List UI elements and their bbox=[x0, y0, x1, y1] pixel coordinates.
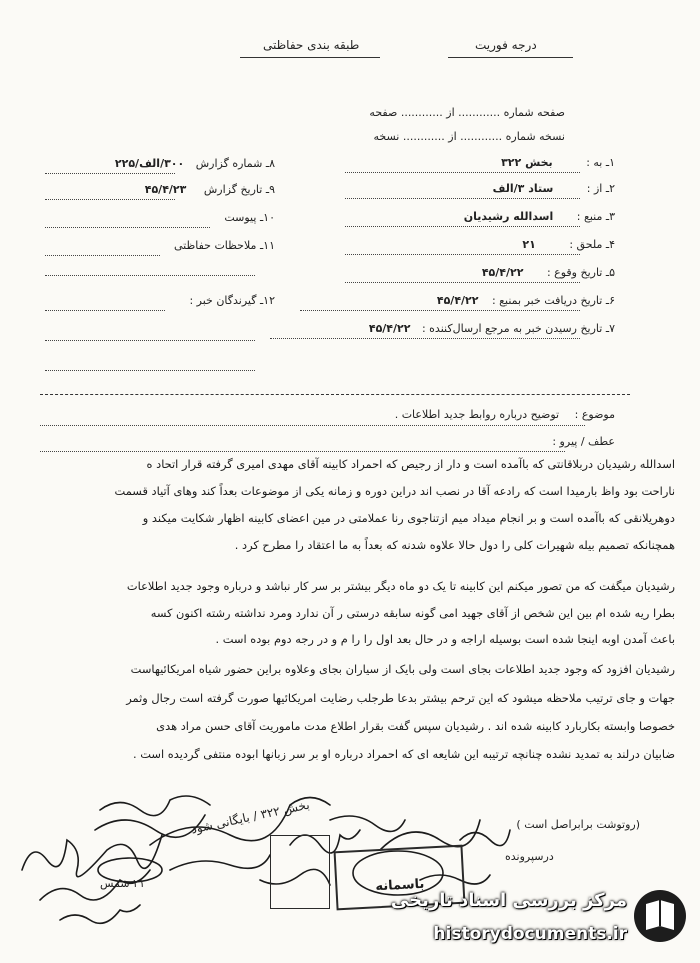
field-from-value: ستاد ۳/الف bbox=[492, 182, 554, 195]
body-line: دوهریلانقی که باآمده است و بر انجام میداد میم ازتناجوی رنا عملامتی در مین اعضای کابینه اظهار شکایت میکند و bbox=[142, 511, 675, 525]
watermark-title: مرکز بررسی اسناد تاریخی bbox=[390, 890, 627, 911]
field-source-value: اسدالله رشیدیان bbox=[463, 210, 554, 223]
field-source-label: ۳ـ منبع : bbox=[576, 210, 615, 223]
field-attachment-label: ۴ـ ملحق : bbox=[569, 238, 615, 251]
body-line: خصوصا وابسته بکاربارد کابینه شده اند . رشیدیان سپس گفت بقرار اطلاع مدت ماموریت آقای حسن مراد هدی bbox=[156, 719, 675, 733]
copy-counter: نسخه شماره ............ از ............ نسخه bbox=[373, 130, 565, 143]
field-security-notes-label: ۱۱ـ ملاحظات حفاظتی bbox=[174, 239, 275, 252]
signature-note-1: بخش ۳۲۲ / بایگانی شود bbox=[189, 797, 311, 837]
body-line: ناراحت بود واظ بارمیدا است که رادعه آقا در نصب اند دراین دوره و زمانه یکی از موضوعات بعداً کند وهای آتیاد قسمت bbox=[114, 484, 675, 498]
watermark-url: historydocuments.ir bbox=[433, 924, 627, 944]
field-occurrence-date-value: ۴۵/۴/۲۲ bbox=[481, 266, 524, 279]
field-to-value: بخش ۳۲۲ bbox=[501, 156, 553, 169]
subject-label: موضوع : bbox=[574, 408, 615, 421]
field-to-label: ۱ـ به : bbox=[586, 156, 615, 169]
body-line: اسدالله رشیدیان دربلاقانتی که باآمده است و دار از رجیص که احمراد کابینه آقای مهدی امیری گرفته قرار اتحاد ه bbox=[146, 457, 675, 471]
field-received-date-label: ۶ـ تاریخ دریافت خبر بمنبع : bbox=[491, 294, 615, 307]
stamp-text: باسمانه bbox=[375, 876, 425, 895]
secondary-stamp bbox=[270, 835, 330, 909]
field-arrival-date-label: ۷ـ تاریخ رسیدن خبر به مرجع ارسال‌کننده : bbox=[421, 322, 615, 335]
field-report-number-value: ۳۰۰/الف/۲۲۵ bbox=[114, 157, 185, 170]
field-report-date-value: ۴۵/۴/۲۳ bbox=[144, 183, 187, 196]
field-arrival-date-value: ۴۵/۴/۲۲ bbox=[368, 322, 411, 335]
reference-label: عطف / پیرو : bbox=[552, 435, 615, 448]
field-from-label: ۲ـ از : bbox=[586, 182, 615, 195]
body-line: جهات و جای ترتیب ملاحظه میشود که این ترحم بیشتر بدعا طرجلب رضایت امریکائیها صورت گرفته است رجال وثمر bbox=[126, 691, 675, 705]
classification-label: طبقه بندی حفاظتی bbox=[263, 38, 360, 52]
body-line: باعث آمدن اوبه اینجا شده است بوسیله اراجه و در حال بعد اول را را م و در رجه دوم بوده است . bbox=[215, 632, 675, 646]
signature-note-2: درسپرونده bbox=[505, 850, 554, 863]
body-line: بطرا ریه شده ام بین این شخص از آقای جهید امی گونه سابقه درستی ر آن ندارد ومرد نداشته رشته اکنون کسه bbox=[150, 606, 675, 620]
field-report-date-label: ۹ـ تاریخ گزارش bbox=[203, 183, 275, 196]
watermark-logo-icon bbox=[630, 886, 690, 946]
subject-value: توضیح درباره روابط جدید اطلاعات . bbox=[394, 408, 560, 421]
field-report-number-label: ۸ـ شماره گزارش bbox=[195, 157, 275, 170]
body-line: رشیدیان افزود که وجود جدید اطلاعات بجای است ولی بایک از سیاران بجای وعلاوه براین حضور شیاه امریکائیهاست bbox=[130, 662, 675, 676]
field-enclosure-label: ۱۰ـ پیوست bbox=[224, 211, 275, 224]
field-occurrence-date-label: ۵ـ تاریخ وقوع : bbox=[546, 266, 615, 279]
body-line: رشیدیان میگفت که من تصور میکنم این کابینه تا یک دو ماه دیگر بیشتر بر سر کار نباشد و درباره وجود جدید اطلاعات bbox=[126, 579, 675, 593]
field-recipients-label: ۱۲ـ گیرندگان خبر : bbox=[189, 294, 275, 307]
signature-note-3: ۲۱ شمس bbox=[100, 877, 145, 890]
body-line: همچنانکه تصمیم بیله شهیرات کلی را دول حالا علاوه شدنه که بعداً به ما اعتقاد را مطرح کرد . bbox=[234, 538, 675, 552]
priority-label: درجه فوریت bbox=[475, 38, 537, 52]
page-counter: صفحه شماره ............ از ............ صفحه bbox=[369, 106, 565, 119]
closing-note: (روتوشت برابراصل است ) bbox=[516, 818, 640, 831]
field-received-date-value: ۴۵/۴/۲۲ bbox=[436, 294, 479, 307]
body-line: ضابیان درلند به تمدید نشده چنانچه ترتیبه این شایعه ای که احمراد درباره او بر سر زبانها ابوده منتفی گردیده است . bbox=[133, 747, 675, 761]
field-attachment-value: ۲۱ bbox=[522, 238, 536, 251]
